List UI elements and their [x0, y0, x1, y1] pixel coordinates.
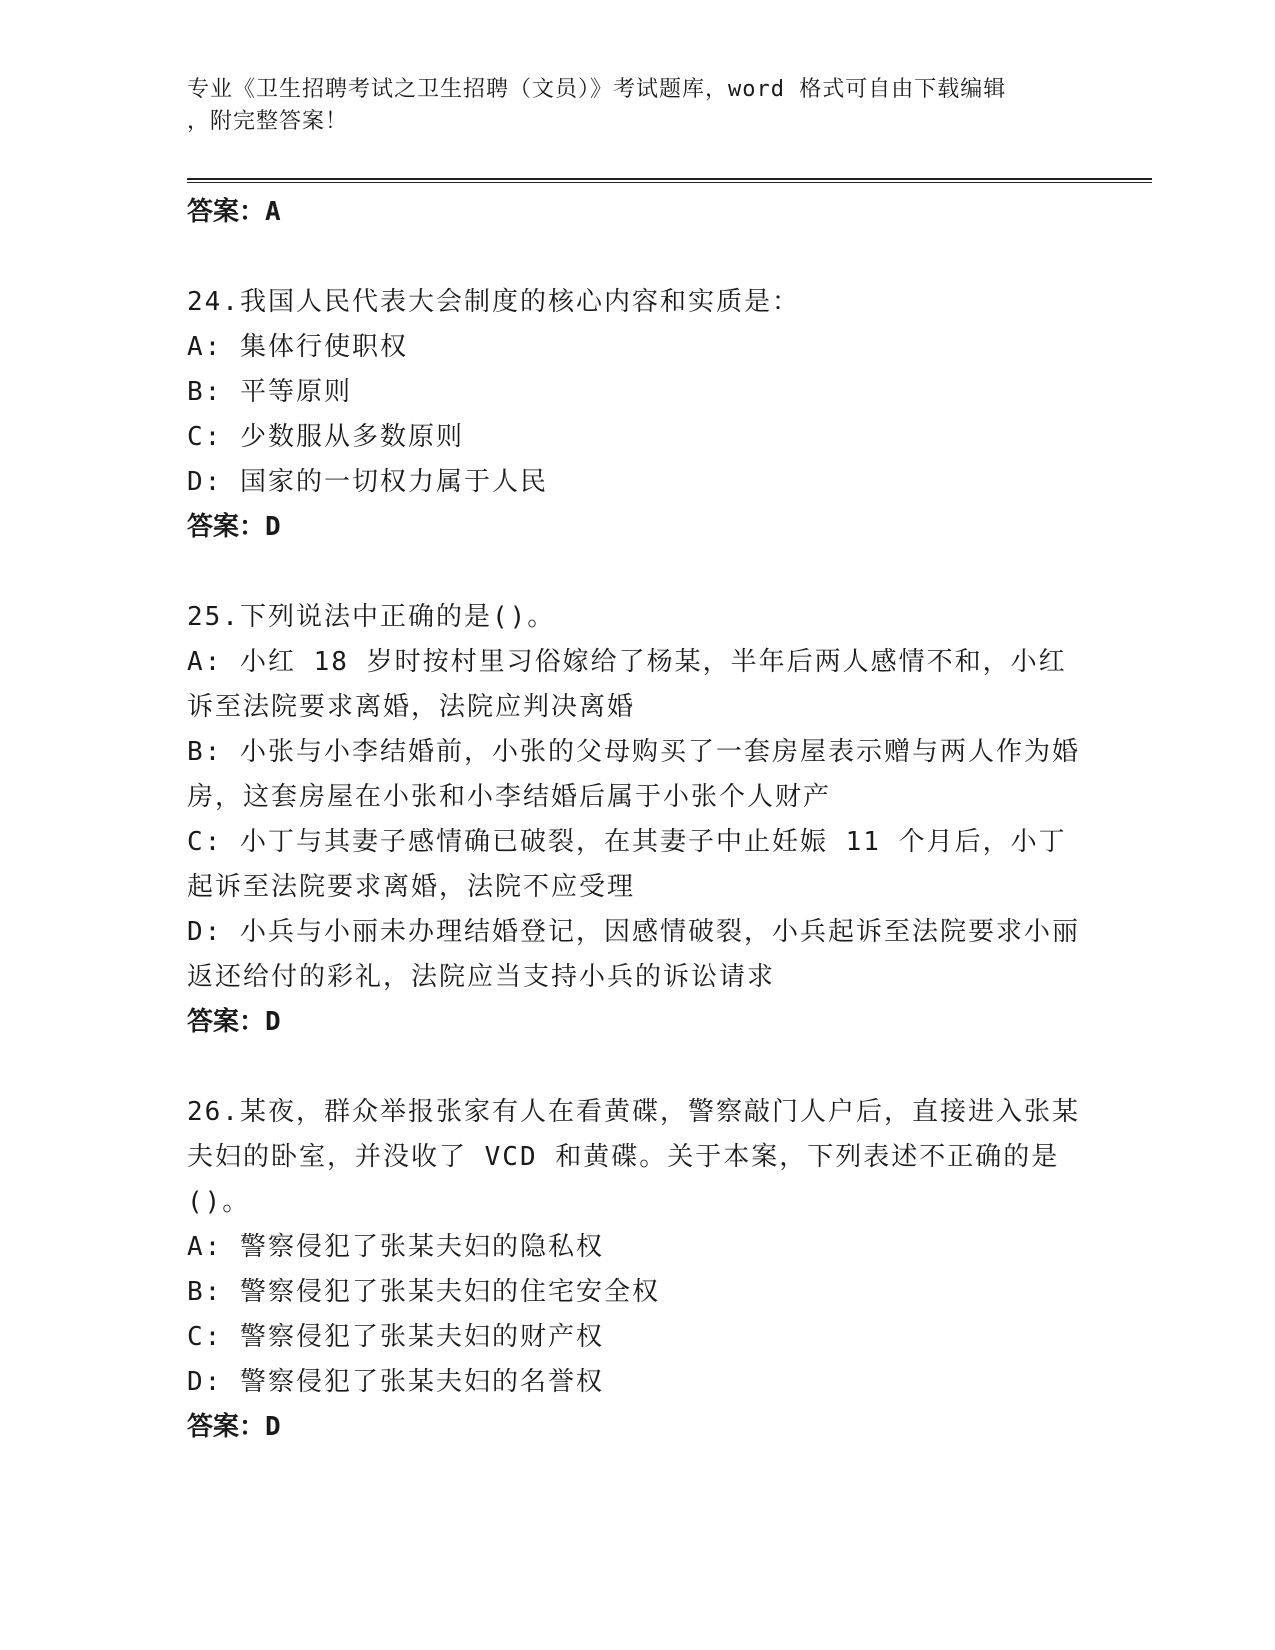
option-c: C: 少数服从多数原则: [187, 422, 464, 452]
question-24: [187, 280, 1087, 549]
answer-value: D: [265, 1007, 281, 1037]
option-c: C: 小丁与其妻子感情确已破裂，在其妻子中止妊娠 11 个月后，小丁起诉至法院要求离婚，法院不应受理: [187, 827, 1067, 902]
answer-label: 答案：: [187, 512, 266, 542]
option-c: C: 警察侵犯了张某夫妇的财产权: [187, 1322, 604, 1352]
question-stem: 26.某夜，群众举报张家有人在看黄碟，警察敲门人户后，直接进入张某夫妇的卧室，并没收了 VCD 和黄碟。关于本案，下列表述不正确的是()。: [187, 1097, 1080, 1217]
answer-value: A: [265, 197, 281, 227]
option-a: A: 小红 18 岁时按村里习俗嫁给了杨某，半年后两人感情不和，小红诉至法院要求离婚，法院应判决离婚: [187, 647, 1067, 722]
question-stem: 24.我国人民代表大会制度的核心内容和实质是：: [187, 287, 800, 317]
option-a: A: 集体行使职权: [187, 332, 408, 362]
header-line-2: ，附完整答案！: [187, 109, 349, 134]
option-d: D: 小兵与小丽未办理结婚登记，因感情破裂，小兵起诉至法院要求小丽返还给付的彩礼，法院应当支持小兵的诉讼请求: [187, 917, 1080, 992]
option-d: D: 警察侵犯了张某夫妇的名誉权: [187, 1367, 604, 1397]
option-b: B: 小张与小李结婚前，小张的父母购买了一套房屋表示赠与两人作为婚房，这套房屋在小张和小李结婚后属于小张个人财产: [187, 737, 1080, 812]
question-26: [187, 1090, 1087, 1449]
question-stem: 25.下列说法中正确的是()。: [187, 602, 556, 632]
header-divider: [187, 178, 1152, 183]
answer-value: D: [265, 1412, 281, 1442]
option-d: D: 国家的一切权力属于人民: [187, 467, 548, 497]
option-b: B: 平等原则: [187, 377, 352, 407]
question-answer: [187, 1000, 1087, 1044]
answer-label: 答案：: [187, 197, 266, 227]
previous-answer: [187, 190, 1087, 234]
answer-label: 答案：: [187, 1412, 266, 1442]
question-list: [187, 190, 1087, 1449]
document-header: [187, 74, 1067, 138]
option-a: A: 警察侵犯了张某夫妇的隐私权: [187, 1232, 604, 1262]
question-answer: [187, 1405, 1087, 1449]
question-answer: [187, 505, 1087, 549]
question-25: [187, 595, 1087, 1044]
answer-label: 答案：: [187, 1007, 266, 1037]
option-b: B: 警察侵犯了张某夫妇的住宅安全权: [187, 1277, 660, 1307]
header-line-1: 专业《卫生招聘考试之卫生招聘（文员）》考试题库，word 格式可自由下载编辑: [187, 77, 1007, 102]
answer-value: D: [265, 512, 281, 542]
